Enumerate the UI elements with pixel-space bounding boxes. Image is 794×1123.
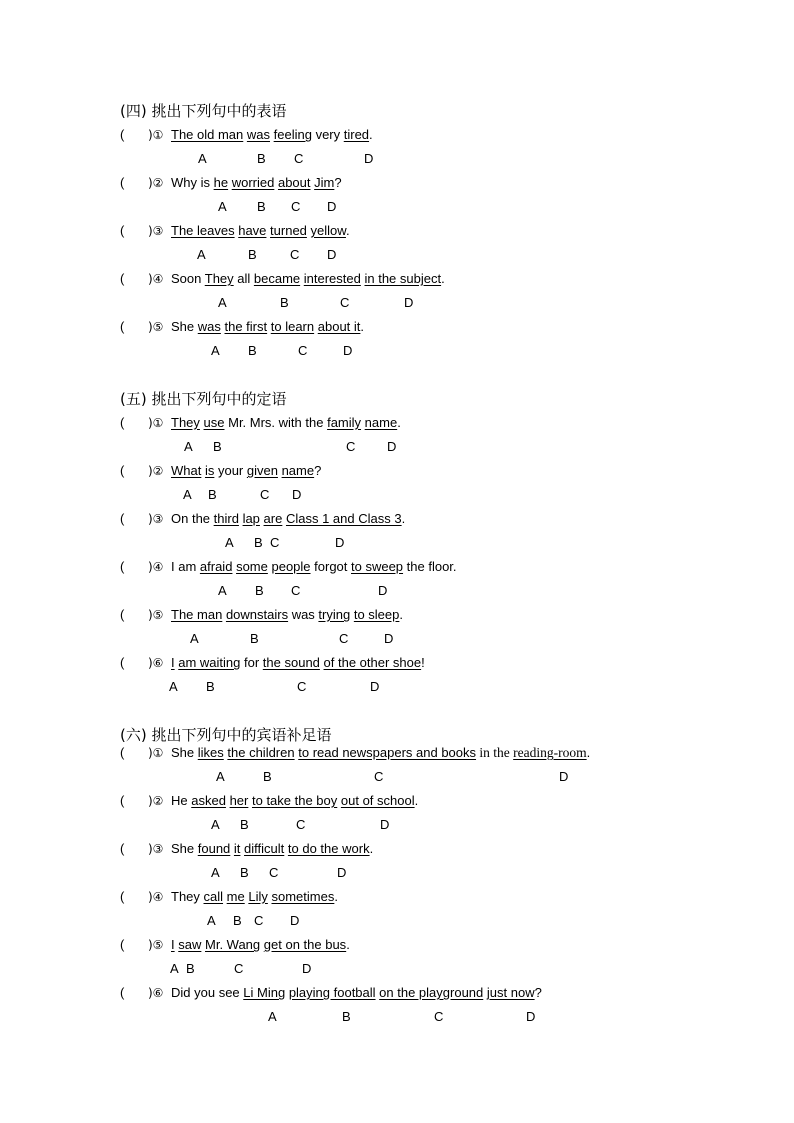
underlined-segment: They (204, 271, 234, 286)
answer-blank[interactable]: ( (120, 511, 125, 526)
underlined-segment: I (171, 937, 175, 952)
sentence-text: Soon (171, 271, 205, 286)
sentence-text: your (214, 463, 247, 478)
underlined-segment: family (327, 415, 362, 430)
underlined-segment: turned (270, 223, 307, 238)
option-label: B (263, 769, 272, 784)
option-label: B (257, 151, 266, 166)
option-label: C (291, 583, 301, 598)
option-label: D (387, 439, 397, 454)
underlined-segment: They (171, 415, 200, 430)
question-line (120, 841, 373, 856)
question-number: )② (148, 176, 164, 190)
option-label: A (207, 913, 216, 928)
sentence-text: Did you see (171, 985, 244, 1000)
underlined-segment: tired (343, 127, 370, 142)
question-number: )⑤ (148, 938, 164, 952)
underlined-segment: likes (197, 745, 224, 760)
option-label: B (257, 199, 266, 214)
question-number: )② (148, 464, 164, 478)
question-line (120, 271, 445, 286)
option-label: B (240, 817, 249, 832)
underlined-segment: became (253, 271, 301, 286)
answer-blank[interactable]: ( (120, 841, 125, 856)
option-label: A (225, 535, 234, 550)
option-label: D (335, 535, 345, 550)
sentence-text: Mr. Mrs. with the (224, 415, 328, 430)
section-heading: (四) 挑出下列句中的表语 (120, 102, 287, 120)
underlined-segment: saw (178, 937, 202, 952)
underlined-segment: Class 1 and Class 3 (285, 511, 402, 526)
question-number: )⑥ (148, 656, 164, 670)
option-label: D (364, 151, 374, 166)
underlined-segment: trying (318, 607, 351, 622)
answer-blank[interactable]: ( (120, 793, 125, 808)
option-label: D (378, 583, 388, 598)
option-label: A (197, 247, 206, 262)
underlined-segment: The leaves (171, 223, 235, 238)
underlined-segment: asked (191, 793, 226, 808)
underlined-segment: out of school (340, 793, 415, 808)
question-number: )① (148, 416, 164, 430)
sentence-text: in the (476, 745, 514, 760)
underlined-segment: just now (486, 985, 535, 1000)
question-line (120, 793, 418, 808)
underlined-segment: Jim (314, 175, 335, 190)
underlined-segment: Lily (248, 889, 268, 904)
question-line (120, 607, 403, 622)
underlined-segment: name (364, 415, 398, 430)
sentence-text: . (399, 607, 404, 622)
underlined-segment: some (236, 559, 268, 574)
underlined-segment: reading-room (513, 745, 587, 760)
question-number: )⑤ (148, 608, 164, 622)
underlined-segment: the children (227, 745, 295, 760)
option-label: C (298, 343, 308, 358)
sentence-text: . (397, 415, 401, 430)
sentence-text: She (171, 319, 198, 334)
answer-blank[interactable]: ( (120, 745, 125, 760)
option-label: B (248, 343, 257, 358)
underlined-segment: yellow (310, 223, 346, 238)
question-number: )⑤ (148, 320, 164, 334)
option-label: D (327, 247, 337, 262)
question-number: )③ (148, 512, 164, 526)
underlined-segment: people (271, 559, 311, 574)
option-label: D (526, 1009, 536, 1024)
option-label: A (190, 631, 199, 646)
answer-blank[interactable]: ( (120, 559, 125, 574)
answer-blank[interactable]: ( (120, 463, 125, 478)
answer-blank[interactable]: ( (120, 937, 125, 952)
option-label: D (380, 817, 390, 832)
option-label: B (342, 1009, 351, 1024)
option-label: A (170, 961, 179, 976)
answer-blank[interactable]: ( (120, 223, 125, 238)
option-label: D (292, 487, 302, 502)
option-label: A (218, 199, 227, 214)
underlined-segment: me (226, 889, 245, 904)
underlined-segment: interested (303, 271, 361, 286)
underlined-segment: of the other shoe (323, 655, 422, 670)
underlined-segment: am waiting (178, 655, 241, 670)
sentence-text: . (360, 319, 365, 334)
underlined-segment: found (197, 841, 231, 856)
option-label: D (370, 679, 380, 694)
question-line (120, 937, 350, 952)
option-label: A (198, 151, 207, 166)
underlined-segment: difficult (244, 841, 285, 856)
sentence-text: . (414, 793, 419, 808)
option-label: A (211, 817, 220, 832)
question-line (120, 745, 590, 761)
sentence-text: . (441, 271, 445, 286)
option-label: B (208, 487, 217, 502)
sentence-text: ? (534, 985, 542, 1000)
section-heading: (五) 挑出下列句中的定语 (120, 390, 287, 408)
underlined-segment: have (238, 223, 267, 238)
option-label: C (339, 631, 349, 646)
sentence-text: all (233, 271, 254, 286)
option-label: B (255, 583, 264, 598)
option-label: C (269, 865, 279, 880)
sentence-text: He (171, 793, 192, 808)
option-label: C (294, 151, 304, 166)
option-label: C (260, 487, 270, 502)
option-label: A (184, 439, 193, 454)
underlined-segment: he (213, 175, 229, 190)
question-number: )⑥ (148, 986, 164, 1000)
underlined-segment: to sleep (353, 607, 400, 622)
sentence-text: . (345, 223, 350, 238)
option-label: C (254, 913, 264, 928)
option-label: A (183, 487, 192, 502)
sentence-text: . (586, 745, 591, 760)
underlined-segment: was (246, 127, 271, 142)
option-label: B (186, 961, 195, 976)
underlined-segment: downstairs (225, 607, 289, 622)
option-label: B (213, 439, 222, 454)
answer-blank[interactable]: ( (120, 607, 125, 622)
option-label: A (169, 679, 178, 694)
underlined-segment: the first (224, 319, 268, 334)
sentence-text: . (401, 511, 406, 526)
underlined-segment: third (213, 511, 239, 526)
question-number: )③ (148, 842, 164, 856)
answer-blank[interactable]: ( (120, 985, 125, 1000)
question-line (120, 223, 350, 238)
option-label: D (343, 343, 353, 358)
option-label: D (404, 295, 414, 310)
option-label: A (211, 865, 220, 880)
option-label: B (250, 631, 259, 646)
underlined-segment: it (233, 841, 241, 856)
underlined-segment: sometimes (271, 889, 335, 904)
underlined-segment: call (203, 889, 224, 904)
sentence-text: On the (171, 511, 214, 526)
sentence-text: ? (314, 463, 322, 478)
answer-blank[interactable]: ( (120, 127, 125, 142)
question-number: )① (148, 128, 164, 142)
underlined-segment: playing football (288, 985, 376, 1000)
option-label: A (218, 295, 227, 310)
option-label: A (211, 343, 220, 358)
question-line (120, 463, 321, 478)
answer-blank[interactable]: ( (120, 655, 125, 670)
option-label: D (559, 769, 569, 784)
underlined-segment: to learn (270, 319, 315, 334)
option-label: B (248, 247, 257, 262)
sentence-text: the floor. (403, 559, 457, 574)
answer-blank[interactable]: ( (120, 271, 125, 286)
underlined-segment: to take the boy (251, 793, 338, 808)
option-label: C (291, 199, 301, 214)
sentence-text: ? (334, 175, 342, 190)
question-number: )③ (148, 224, 164, 238)
question-line (120, 319, 364, 334)
sentence-text: She (171, 745, 198, 760)
underlined-segment: name (281, 463, 315, 478)
sentence-text: was (288, 607, 319, 622)
option-label: B (206, 679, 215, 694)
underlined-segment: to sweep (351, 559, 404, 574)
option-label: B (240, 865, 249, 880)
option-label: A (218, 583, 227, 598)
question-line (120, 175, 342, 190)
option-label: A (268, 1009, 277, 1024)
question-number: )④ (148, 560, 164, 574)
underlined-segment: worried (231, 175, 275, 190)
underlined-segment: about (277, 175, 311, 190)
question-line (120, 655, 425, 670)
underlined-segment: to do the work (287, 841, 370, 856)
underlined-segment: given (246, 463, 278, 478)
sentence-text: ! (421, 655, 425, 670)
underlined-segment: in the subject (364, 271, 442, 286)
sentence-text: They (171, 889, 204, 904)
option-label: C (290, 247, 300, 262)
underlined-segment: The old man (171, 127, 244, 142)
question-line (120, 511, 405, 526)
underlined-segment: I (171, 655, 175, 670)
underlined-segment: get on the bus (263, 937, 347, 952)
question-line (120, 127, 373, 142)
question-number: )② (148, 794, 164, 808)
answer-blank[interactable]: ( (120, 175, 125, 190)
underlined-segment: was (197, 319, 221, 334)
option-label: C (346, 439, 356, 454)
sentence-text: . (369, 841, 374, 856)
option-label: C (434, 1009, 444, 1024)
sentence-text: very (311, 127, 344, 142)
sentence-text: . (369, 127, 373, 142)
answer-blank[interactable]: ( (120, 889, 125, 904)
underlined-segment: afraid (199, 559, 233, 574)
option-label: B (280, 295, 289, 310)
option-label: C (297, 679, 307, 694)
option-label: C (296, 817, 306, 832)
question-line (120, 559, 457, 574)
sentence-text: . (346, 937, 350, 952)
underlined-segment: on the playground (379, 985, 484, 1000)
option-label: C (340, 295, 350, 310)
underlined-segment: is (204, 463, 215, 478)
option-label: D (327, 199, 337, 214)
option-label: B (254, 535, 263, 550)
answer-blank[interactable]: ( (120, 415, 125, 430)
question-line (120, 985, 542, 1000)
underlined-segment: her (229, 793, 249, 808)
option-label: C (374, 769, 384, 784)
underlined-segment: about it (317, 319, 361, 334)
sentence-text: . (334, 889, 338, 904)
underlined-segment: use (203, 415, 225, 430)
sentence-text: Why is (171, 175, 214, 190)
underlined-segment: are (263, 511, 283, 526)
option-label: D (384, 631, 394, 646)
question-number: )① (148, 746, 164, 760)
option-label: D (302, 961, 312, 976)
option-label: C (270, 535, 280, 550)
question-number: )④ (148, 890, 164, 904)
section-heading: (六) 挑出下列句中的宾语补足语 (120, 726, 332, 744)
sentence-text: I am (171, 559, 200, 574)
underlined-segment: the sound (262, 655, 320, 670)
answer-blank[interactable]: ( (120, 319, 125, 334)
sentence-text: for (240, 655, 263, 670)
underlined-segment: to read newspapers and books (298, 745, 477, 760)
option-label: D (290, 913, 300, 928)
question-line (120, 415, 401, 430)
sentence-text: She (171, 841, 198, 856)
option-label: A (216, 769, 225, 784)
underlined-segment: What (171, 463, 202, 478)
option-label: B (233, 913, 242, 928)
underlined-segment: feeling (273, 127, 312, 142)
option-label: C (234, 961, 244, 976)
question-number: )④ (148, 272, 164, 286)
option-label: D (337, 865, 347, 880)
question-line (120, 889, 338, 904)
underlined-segment: lap (242, 511, 260, 526)
underlined-segment: The man (171, 607, 223, 622)
underlined-segment: Li Ming (243, 985, 286, 1000)
underlined-segment: Mr. Wang (205, 937, 261, 952)
sentence-text: forgot (310, 559, 351, 574)
